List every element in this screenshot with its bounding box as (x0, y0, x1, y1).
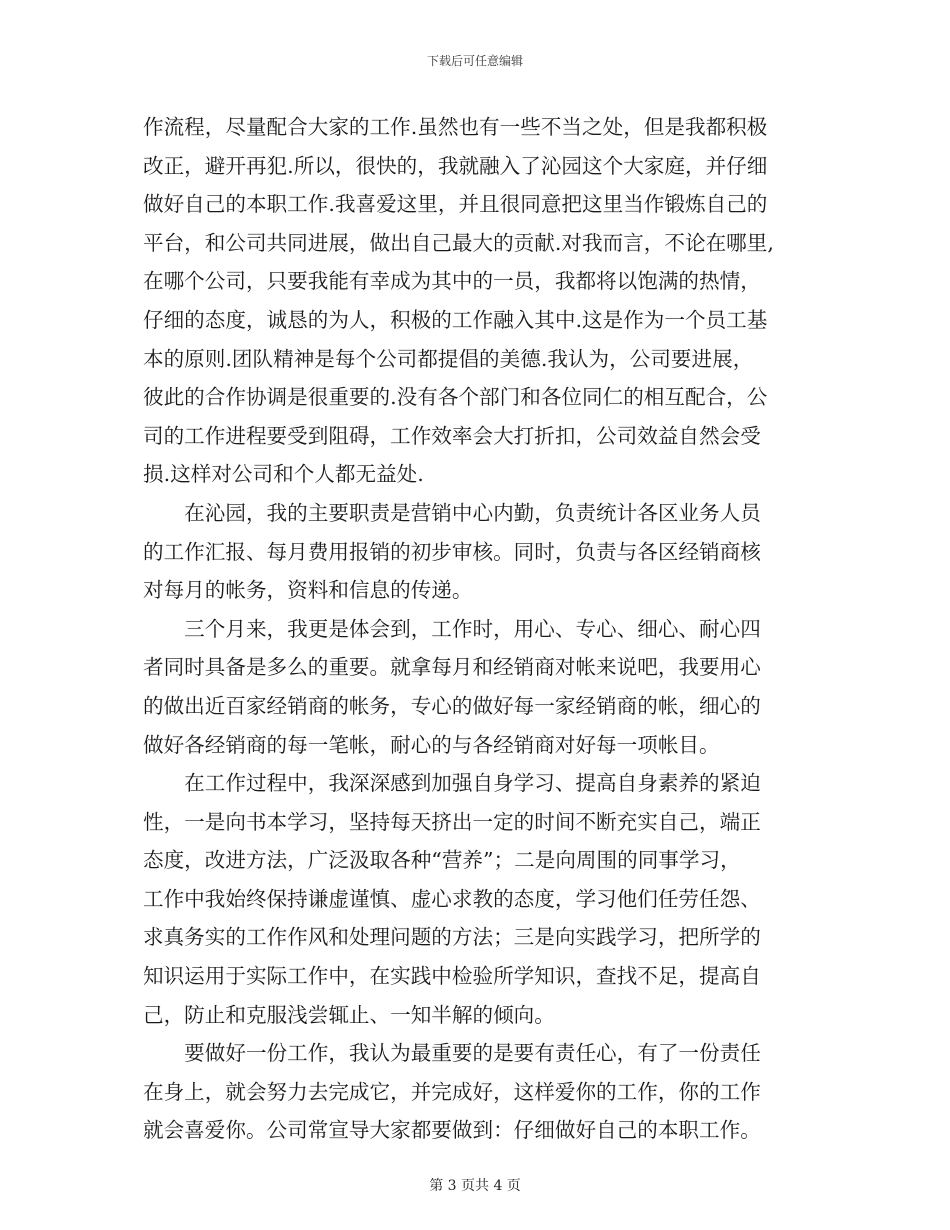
text-line: 求真务实的工作作风和处理问题的方法；三是向实践学习，把所学的 (143, 925, 761, 950)
text-line: 在沁园，我的主要职责是营销中心内勤，负责统计各区业务人员 (143, 500, 761, 525)
text-line: 彼此的合作协调是很重要的.没有各个部门和各位同仁的相互配合，公 (143, 385, 768, 410)
text-line: 三个月来，我更是体会到，工作时，用心、专心、细心、耐心四 (143, 616, 761, 641)
text-line: 工作中我始终保持谦虚谨慎、虚心求教的态度，学习他们任劳任怨、 (143, 886, 761, 911)
text-line: 改正，避开再犯.所以，很快的，我就融入了沁园这个大家庭，并仔细 (143, 153, 768, 178)
document-body (143, 108, 805, 1150)
text-line: 做好各经销商的每一笔帐，耐心的与各经销商对好每一项帐目。 (143, 732, 720, 757)
text-line: 知识运用于实际工作中，在实践中检验所学知识，查找不足，提高自 (143, 964, 761, 989)
text-line: 司的工作进程要受到阻碍，工作效率会大打折扣，公司效益自然会受 (143, 423, 761, 448)
text-line: 要做好一份工作，我认为最重要的是要有责任心，有了一份责任 (143, 1041, 761, 1066)
text-line: 的工作汇报、每月费用报销的初步审核。同时，负责与各区经销商核 (143, 539, 761, 564)
page-number-footer: 第 3 页共 4 页 (429, 1178, 521, 1194)
text-line: 对每月的帐务，资料和信息的传递。 (143, 578, 473, 603)
text-line: 态度，改进方法，广泛汲取各种“营养”；二是向周围的同事学习， (143, 848, 741, 873)
page-header: 下载后可任意编辑 (426, 54, 523, 68)
text-line: 作流程，尽量配合大家的工作.虽然也有一些不当之处，但是我都积极 (143, 115, 768, 139)
text-line: 在身上，就会努力去完成它，并完成好，这样爱你的工作，你的工作 (143, 1079, 761, 1104)
text-line: 者同时具备是多么的重要。就拿每月和经销商对帐来说吧，我要用心 (143, 655, 761, 680)
text-line: 己，防止和克服浅尝辄止、一知半解的倾向。 (143, 1002, 555, 1027)
text-line: 在工作过程中，我深深感到加强自身学习、提高自身素养的紧迫 (143, 771, 761, 796)
text-line: 的做出近百家经销商的帐务，专心的做好每一家经销商的帐，细心的 (143, 693, 761, 718)
text-line: 在哪个公司，只要我能有幸成为其中的一员，我都将以饱满的热情， (143, 269, 761, 294)
text-line: 平台，和公司共同进展，做出自己最大的贡献.对我而言，不论在哪里, (143, 230, 774, 255)
text-line: 性，一是向书本学习，坚持每天挤出一定的时间不断充实自己，端正 (143, 809, 761, 834)
text-line: 损.这样对公司和个人都无益处. (143, 462, 424, 487)
text-line: 仔细的态度，诚恳的为人，积极的工作融入其中.这是作为一个员工基 (143, 307, 768, 332)
text-line: 做好自己的本职工作.我喜爱这里，并且很同意把这里当作锻炼自己的 (143, 192, 768, 217)
text-line: 本的原则.团队精神是每个公司都提倡的美德.我认为，公司要进展， (143, 346, 754, 371)
text-line: 就会喜爱你。公司常宣导大家都要做到：仔细做好自己的本职工作。 (143, 1118, 761, 1143)
